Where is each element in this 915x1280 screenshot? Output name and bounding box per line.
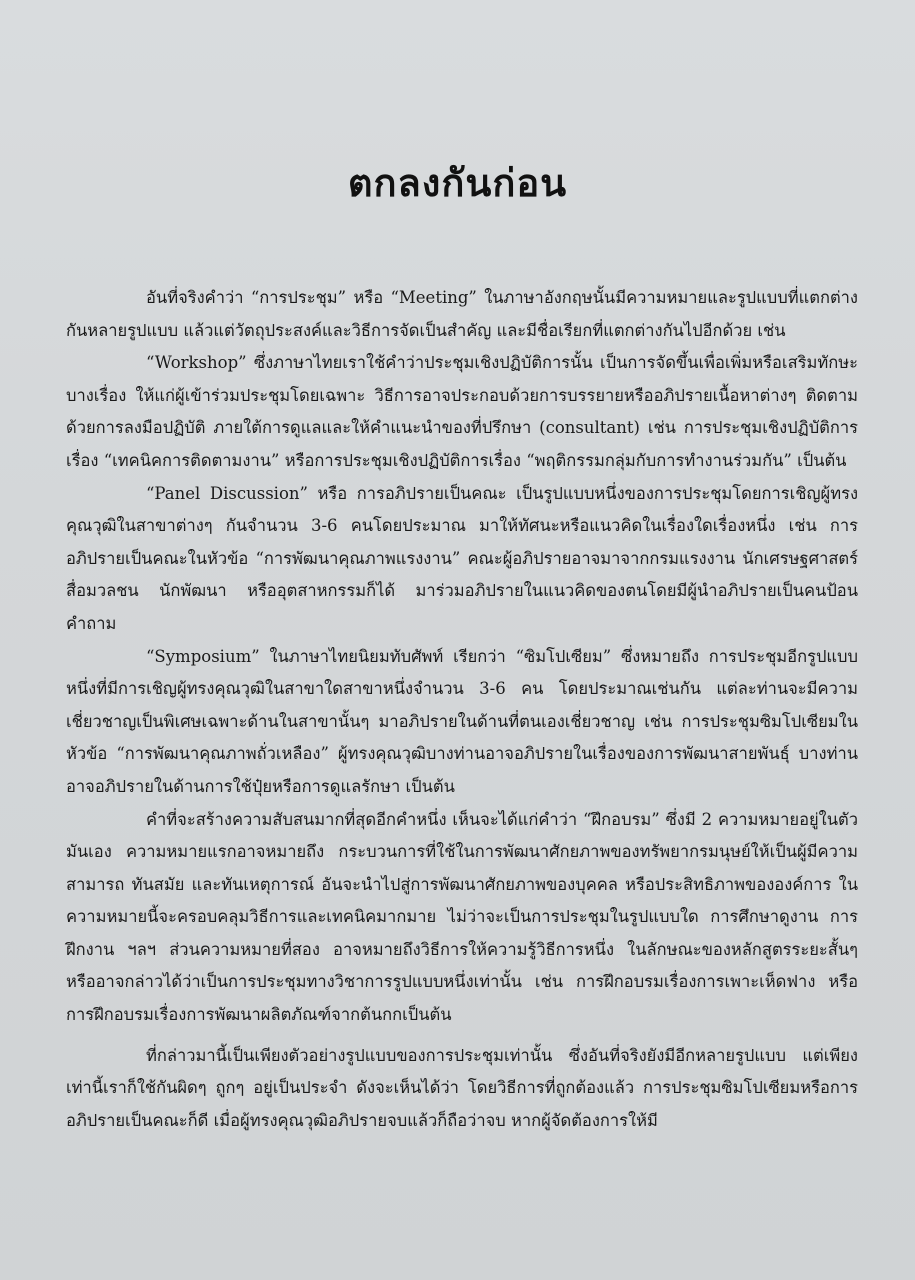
paragraph-panel-discussion: “Panel Discussion” หรือ การอภิปรายเป็นคณะ เป็นรูปแบบหนึ่งของการประชุมโดยการเชิญผู้ทรงคุณวุฒิในสาขาต่างๆ กันจำนวน 3-6 คนโดยประมาณ มาให้ทัศนะหรือแนวคิดในเรื่องใดเรื่องหนึ่ง เช่น การอภิปรายเป็นคณะในหัวข้อ “การพัฒนาคุณภาพแรงงาน” คณะผู้อภิปรายอาจมาจากกรมแรงงาน นักเศรษฐศาสตร์ สื่อมวลชน นักพัฒนา หรืออุตสาหกรรมก็ได้ มาร่วมอภิปรายในแนวคิดของตนโดยมีผู้นำอภิปรายเป็นคนป้อนคำถาม [66,483,858,633]
paragraph-workshop: “Workshop” ซึ่งภาษาไทยเราใช้คำว่าประชุมเชิงปฏิบัติการนั้น เป็นการจัดขึ้นเพื่อเพิ่มหรือเสริมทักษะบางเรื่อง ให้แก่ผู้เข้าร่วมประชุมโดยเฉพาะ วิธีการอาจประกอบด้วยการบรรยายหรืออภิปรายเนื้อหาต่างๆ ติดตามด้วยการลงมือปฏิบัติ ภายใต้การดูแลและให้คำแนะนำของที่ปรึกษา (consultant) เช่น การประชุมเชิงปฏิบัติการเรื่อง “เทคนิคการติดตามงาน” หรือการประชุมเชิงปฏิบัติการเรื่อง “พฤติกรรมกลุ่มกับการทำงานร่วมกัน” เป็นต้น [66,353,858,470]
paragraph-training: คำที่จะสร้างความสับสนมากที่สุดอีกคำหนึ่ง เห็นจะได้แก่คำว่า “ฝึกอบรม” ซึ่งมี 2 ความหมายอยู่ในตัวมันเอง ความหมายแรกอาจหมายถึง กระบวนการที่ใช้ในการพัฒนาศักยภาพของทรัพยากรมนุษย์ให้เป็นผู้มีความสามารถ ทันสมัย และทันเหตุการณ์ อันจะนำไปสู่การพัฒนาศักยภาพของบุคคล หรือประสิทธิภาพขององค์การ ในความหมายนี้จะครอบคลุมวิธีการและเทคนิคมากมาย ไม่ว่าจะเป็นการประชุมในรูปแบบใด การศึกษาดูงาน การฝึกงาน ฯลฯ ส่วนความหมายที่สอง อาจหมายถึงวิธีการให้ความรู้วิธีการหนึ่ง ในลักษณะของหลักสูตรระยะสั้นๆ หรืออาจกล่าวได้ว่าเป็นการประชุมทางวิชาการรูปแบบหนึ่งเท่านั้น เช่น การฝึกอบรมเรื่องการเพาะเห็ดฟาง หรือการฝึกอบรมเรื่องการพัฒนาผลิตภัณฑ์จากต้นกกเป็นต้น [66,809,858,1025]
paragraph-meeting-intro: อันที่จริงคำว่า “การประชุม” หรือ “Meeting” ในภาษาอังกฤษนั้นมีความหมายและรูปแบบที่แตกต่างกันหลายรูปแบบ แล้วแต่วัตถุประสงค์และวิธีการจัดเป็นสำคัญ และมีชื่อเรียกที่แตกต่างกันไปอีกด้วย เช่น [66,288,858,340]
page-title: ตกลงกันก่อน [347,161,568,205]
paragraph-symposium: “Symposium” ในภาษาไทยนิยมทับศัพท์ เรียกว่า “ซิมโปเซียม” ซึ่งหมายถึง การประชุมอีกรูปแบบหนึ่งที่มีการเชิญผู้ทรงคุณวุฒิในสาขาใดสาขาหนึ่งจำนวน 3-6 คน โดยประมาณเช่นกัน แต่ละท่านจะมีความเชี่ยวชาญเป็นพิเศษเฉพาะด้านในสาขานั้นๆ มาอภิปรายในด้านที่ตนเองเชี่ยวชาญ เช่น การประชุมซิมโปเซียมในหัวข้อ “การพัฒนาคุณภาพถั่วเหลือง” ผู้ทรงคุณวุฒิบางท่านอาจอภิปรายในเรื่องของการพัฒนาสายพันธุ์ บางท่านอาจอภิปรายในด้านการใช้ปุ๋ยหรือการดูแลรักษา เป็นต้น [66,646,858,796]
document-body [66,282,858,1137]
paragraph-summary: ที่กล่าวมานี้เป็นเพียงตัวอย่างรูปแบบของการประชุมเท่านั้น ซึ่งอันที่จริงยังมีอีกหลายรูปแบบ แต่เพียงเท่านี้เราก็ใช้กันผิดๆ ถูกๆ อยู่เป็นประจำ ดังจะเห็นได้ว่า โดยวิธีการที่ถูกต้องแล้ว การประชุมซิมโปเซียมหรือการอภิปรายเป็นคณะก็ดี เมื่อผู้ทรงคุณวุฒิอภิปรายจบแล้วก็ถือว่าจบ หากผู้จัดต้องการให้มี [66,1045,858,1130]
